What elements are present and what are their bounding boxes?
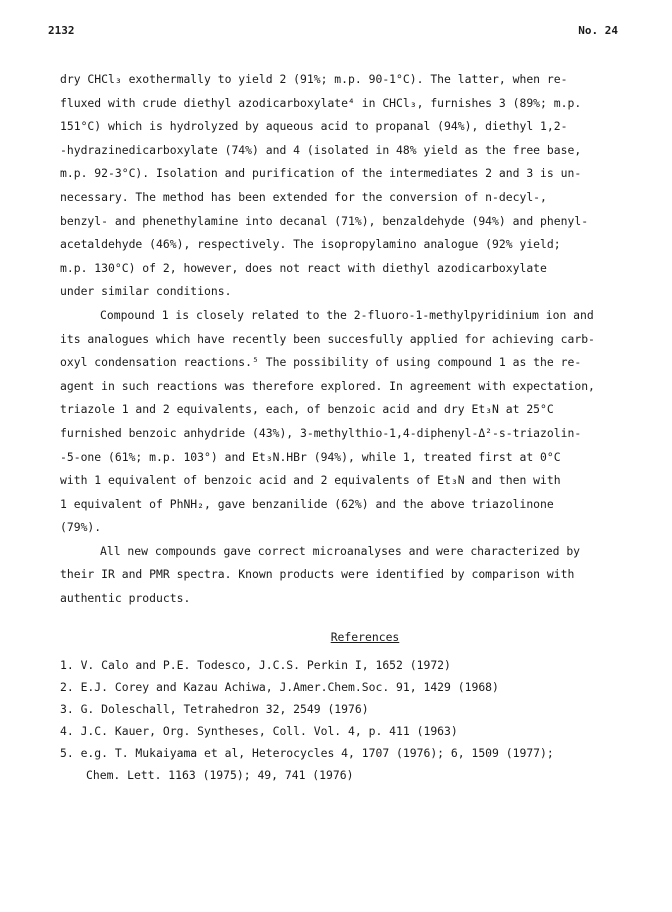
text-line: its analogues which have recently been succesfully applied for achieving carb- <box>60 331 595 346</box>
reference-item: 3. G. Doleschall, Tetrahedron 32, 2549 (1976) <box>60 702 369 716</box>
text-line: necessary. The method has been extended for the conversion of n-decyl-, <box>60 189 547 204</box>
paragraph <box>60 304 630 540</box>
journal-issue-number: No. 24 <box>578 24 618 37</box>
paragraph <box>60 68 630 304</box>
text-line: fluxed with crude diethyl azodicarboxylate⁴ in CHCl₃, furnishes 3 (89%; m.p. <box>60 95 582 110</box>
references-heading: References <box>330 630 400 644</box>
page-number: 2132 <box>48 24 75 37</box>
text-line: m.p. 92-3°C). Isolation and purification of the intermediates 2 and 3 is un- <box>60 166 582 181</box>
text-line: -hydrazinedicarboxylate (74%) and 4 (isolated in 48% yield as the free base, <box>60 142 582 157</box>
text-line: with 1 equivalent of benzoic acid and 2 equivalents of Et₃N and then with <box>60 473 561 488</box>
body-text <box>60 68 630 611</box>
reference-item-continuation: Chem. Lett. 1163 (1975); 49, 741 (1976) <box>86 768 354 782</box>
text-line: All new compounds gave correct microanalyses and were characterized by <box>100 543 581 558</box>
reference-item: 4. J.C. Kauer, Org. Syntheses, Coll. Vol. 4, p. 411 (1963) <box>60 724 458 738</box>
text-line: acetaldehyde (46%), respectively. The isopropylamino analogue (92% yield; <box>60 237 561 252</box>
text-line: (79%). <box>60 520 102 535</box>
text-line: triazole 1 and 2 equivalents, each, of benzoic acid and dry Et₃N at 25°C <box>60 402 554 417</box>
reference-item: 5. e.g. T. Mukaiyama et al, Heterocycles 4, 1707 (1976); 6, 1509 (1977); <box>60 746 554 760</box>
text-line: under similar conditions. <box>60 284 232 299</box>
text-line: Compound 1 is closely related to the 2-fluoro-1-methylpyridinium ion and <box>100 307 594 322</box>
text-line: m.p. 130°C) of 2, however, does not react with diethyl azodicarboxylate <box>60 260 547 275</box>
text-line: authentic products. <box>60 591 191 606</box>
text-line: dry CHCl₃ exothermally to yield 2 (91%; m.p. 90-1°C). The latter, when re- <box>60 72 568 86</box>
text-line: furnished benzoic anhydride (43%), 3-methylthio-1,4-diphenyl-Δ²-s-triazolin- <box>60 425 582 440</box>
text-line: oxyl condensation reactions.⁵ The possibility of using compound 1 as the re- <box>60 355 582 370</box>
reference-item: 1. V. Calo and P.E. Todesco, J.C.S. Perkin I, 1652 (1972) <box>60 658 451 672</box>
text-line: agent in such reactions was therefore explored. In agreement with expectation, <box>60 378 595 393</box>
text-line: 151°C) which is hydrolyzed by aqueous acid to propanal (94%), diethyl 1,2- <box>60 119 568 134</box>
text-line: their IR and PMR spectra. Known products were identified by comparison with <box>60 567 575 582</box>
paragraph <box>60 540 630 611</box>
reference-item: 2. E.J. Corey and Kazau Achiwa, J.Amer.Chem.Soc. 91, 1429 (1968) <box>60 680 499 694</box>
text-line: 1 equivalent of PhNH₂, gave benzanilide (62%) and the above triazolinone <box>60 496 554 511</box>
text-line: benzyl- and phenethylamine into decanal (71%), benzaldehyde (94%) and phenyl- <box>60 213 589 228</box>
references-section <box>60 626 630 786</box>
text-line: -5-one (61%; m.p. 103°) and Et₃N.HBr (94%), while 1, treated first at 0°C <box>60 449 561 464</box>
